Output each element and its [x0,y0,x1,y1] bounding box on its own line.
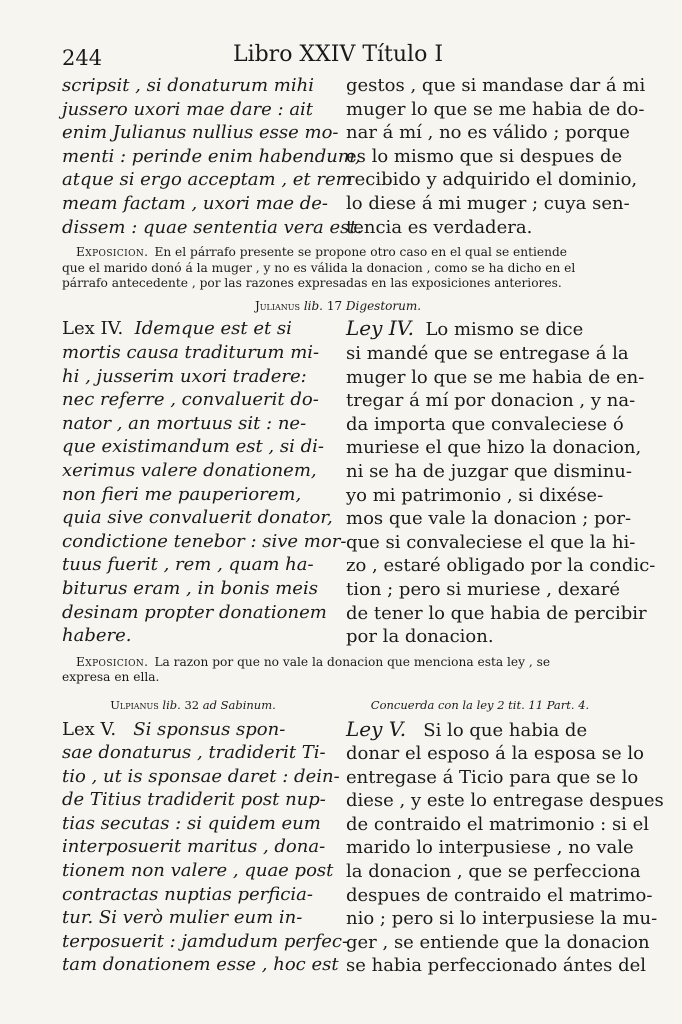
latin-text-line: atque si ergo acceptam , et rem [62,169,353,191]
exposition-1 [62,245,614,291]
running-title: Libro XXIV Título I [232,42,444,67]
latin-text-line: de Titius tradiderit post nup- [62,789,326,811]
latin-column-1 [62,74,363,239]
spanish-text-line: tion ; pero si muriese , dexaré [346,578,621,600]
law-4-latin-first-text: Idemque est et si [134,318,292,340]
spanish-text-line: de tener lo que habia de percibir [346,602,647,624]
source-author: Ulpianus [110,697,159,712]
latin-text-line: habere. [62,625,132,647]
exposition-text: que el marido donó á la muger , y no es válida la donacion , como se ha dicho en el [62,260,576,275]
source-ref-label: lib. [162,697,181,712]
spanish-text-line: es lo mismo que si despues de [346,145,623,167]
spanish-text-line: despues de contraido el matrimo- [346,884,653,906]
latin-text-line: terposuerit : jamdudum perfec- [62,930,349,952]
latin-text-line: hi , jusserim uxori tradere: [62,365,307,387]
latin-text-line: xerimus valere donationem, [62,459,317,481]
law-4-spanish-first-line [346,317,614,342]
source-citation-julianus [62,299,614,313]
exposition-text: expresa en ella. [62,670,160,685]
latin-column-law-4 [62,317,347,648]
spanish-text-line: gestos , que si mandase dar á mi [346,75,646,96]
latin-column-law-5 [62,718,349,979]
exposition-text: párrafo antecedente , por las razones expresadas en las exposiciones anteriores. [62,275,562,290]
spanish-text-line: ger , se entiende que la donacion [346,931,650,953]
spanish-text-line: diese , y este lo entregase despues [346,790,664,812]
law-5-latin-first-text: Si sponsus spon- [133,718,286,740]
law-5-latin-label: Lex V. [62,718,117,740]
source-work: ad Sabinum. [202,697,276,712]
latin-text-line: biturus eram , in bonis meis [62,577,318,599]
law-4-latin-first-line [62,317,324,341]
latin-text-line: nator , an mortuus sit : ne- [62,412,307,434]
latin-text-line: tam donationem esse , hoc est [62,954,339,976]
latin-text-line: condictione tenebor : sive mor- [62,530,347,552]
exposition-line [62,670,614,685]
law-5-spanish-first-text: Si lo que habia de [423,719,588,741]
source-citations-row [62,698,614,712]
source-ref-number: 32 [184,697,200,712]
latin-text-line: tuus fuerit , rem , quam ha- [62,554,314,576]
latin-text-line: dissem : quae sententia vera est. [62,216,363,238]
latin-text-line: meam factam , uxori mae de- [62,192,329,214]
latin-text-line: menti : perinde enim habendum, [62,145,361,167]
spanish-column-law-5 [346,716,664,979]
law-4-latin-label: Lex IV. [62,318,124,340]
exposition-label: Exposicion. [76,245,149,260]
latin-text-line: jussero uxori mae dare : ait [62,98,314,120]
spanish-text-line: muriese el que hizo la donacion, [346,437,642,459]
page-number: 244 [62,46,103,70]
latin-text-line: scripsit , si donaturum mihi [62,75,314,96]
spanish-text-line: por la donacion. [346,626,494,648]
source-work: Digestorum. [345,299,422,314]
spanish-text-line: que si convaleciese el que la hi- [346,531,636,553]
latin-text-line: interposuerit maritus , dona- [62,836,326,858]
spanish-text-line: tregar á mí por donacion , y na- [346,390,636,412]
law-5-spanish-label: Ley V. [346,716,407,741]
spanish-text-line: recibido y adquirido el dominio, [346,169,638,191]
spanish-text-line: zo , estaré obligado por la condic- [346,555,656,577]
spanish-text-line: se habia perfeccionado ántes del [346,955,647,977]
law-5-spanish-first-line [346,718,614,743]
law-4-spanish-label: Ley IV. [346,316,414,341]
spanish-text-line: lo diese á mi muger ; cuya sen- [346,192,630,214]
exposition-line [62,261,614,276]
running-head [62,40,614,74]
spanish-text-line: donar el esposo á la esposa se lo [346,743,644,765]
law-5 [62,716,664,979]
law-5-latin-first-line [62,718,324,742]
exposition-label: Exposicion. [76,654,149,669]
law-4 [62,316,656,648]
law-4-spanish-first-text: Lo mismo se dice [425,319,584,341]
spanish-text-line: yo mi patrimonio , si dixése- [346,484,604,506]
concordance-note: Concuerda con la ley 2 tit. 11 Part. 4. [370,697,590,712]
latin-text-line: enim Julianus nullius esse mo- [62,122,339,144]
spanish-text-line: la donacion , que se perfecciona [346,861,641,883]
exposition-line [62,276,614,291]
spanish-text-line: marido lo interpusiese , no vale [346,837,634,859]
latin-text-line: quia sive convaluerit donator, [62,507,333,529]
exposition-line [62,655,614,670]
spanish-text-line: de contraido el matrimonio : si el [346,813,650,835]
latin-text-line: tias secutas : si quidem eum [62,812,321,834]
latin-text-line: non fieri me pauperiorem, [62,483,302,505]
spanish-text-line: da importa que convaleciese ó [346,413,624,435]
latin-text-line: que existimandum est , si di- [62,436,324,458]
spanish-text-line: tencia es verdadera. [346,216,533,238]
spanish-text-line: si mandé que se entregase á la [346,342,629,364]
latin-text-line: tur. Si verò mulier eum in- [62,907,303,929]
latin-text-line: desinam propter donationem [62,601,327,623]
latin-text-line: sae donaturus , tradiderit Ti- [62,742,326,764]
source-author: Julianus [254,299,300,314]
latin-text-line: nec referre , convaluerit do- [62,389,319,411]
spanish-text-line: entregase á Ticio para que se lo [346,766,639,788]
spanish-text-line: mos que vale la donacion ; por- [346,508,632,530]
latin-text-line: tio , ut is sponsae daret : dein- [62,765,340,787]
exposition-line [62,245,614,260]
section-1 [62,74,646,239]
source-ref-label: lib. [303,299,323,314]
latin-text-line: mortis causa traditurum mi- [62,341,320,363]
spanish-column-1 [346,74,646,239]
spanish-text-line: muger lo que se me habia de en- [346,366,645,388]
spanish-text-line: nar á mí , no es válido ; porque [346,122,630,144]
latin-text-line: contractas nuptias perficia- [62,883,313,905]
exposition-text: En el párrafo presente se propone otro caso en el qual se entiende [154,245,567,260]
exposition-2 [62,655,614,686]
exposition-text: La razon por que no vale la donacion que menciona esta ley , se [154,654,551,669]
source-ref-number: 17 [326,299,343,314]
spanish-text-line: nio ; pero si lo interpusiese la mu- [346,908,658,930]
spanish-column-law-4 [346,316,656,648]
book-page [62,40,664,978]
spanish-text-line: muger lo que se me habia de do- [346,98,645,120]
spanish-text-line: ni se ha de juzgar que disminu- [346,460,632,482]
latin-text-line: tionem non valere , quae post [62,860,334,882]
source-citation-ulpianus [62,698,324,712]
